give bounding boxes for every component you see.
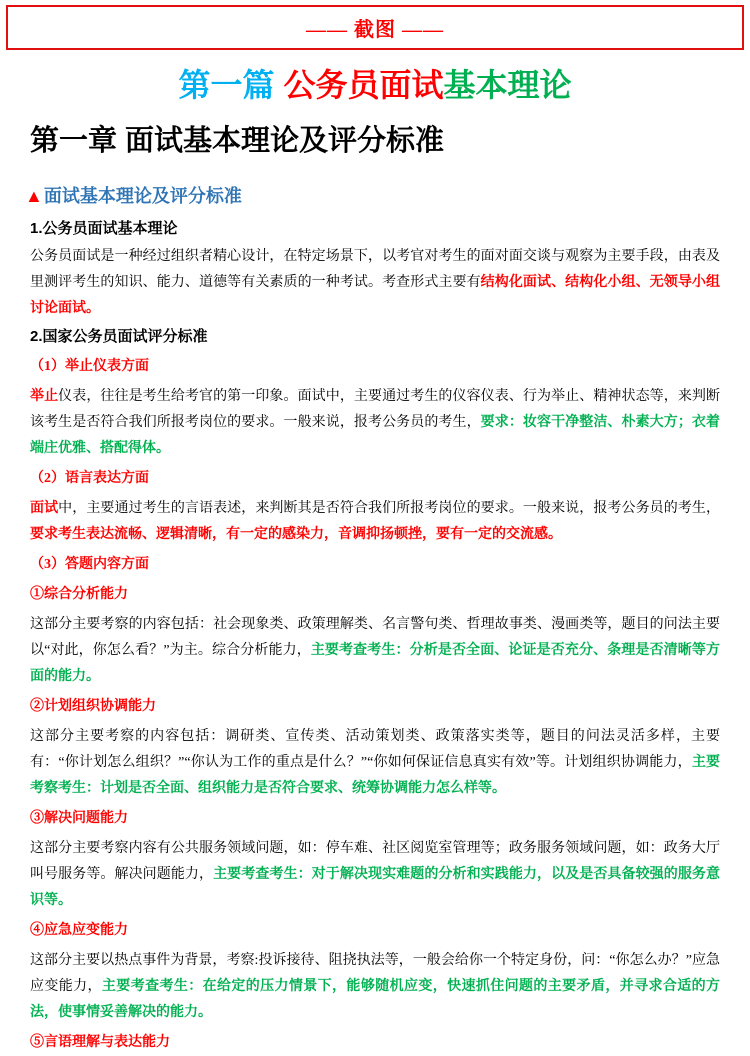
- chapter-title: 第一章 面试基本理论及评分标准: [30, 124, 445, 157]
- red-heading: [30, 694, 720, 720]
- document-content: [30, 216, 720, 1056]
- text-run-red: ③解决问题能力: [30, 810, 128, 826]
- text-run-red: ②计划组织协调能力: [30, 698, 156, 714]
- body-paragraph: [30, 384, 720, 462]
- red-heading: [30, 918, 720, 944]
- text-run-normal: 公务员面试是一种经过组织者精心设计，在特定场景下，以考官对考生的面对面交谈与观察为主要手段，由表及里测评考生的知识、能力、道德等有关素质的一种考试。考查形式主要有: [30, 248, 720, 290]
- text-run-normal: 这部分主要以热点事件为背景，考察:投诉接待、阻挠执法等，一般会给你一个特定身份，问：“你怎么办？”应急应变能力，: [30, 952, 720, 994]
- text-run-green: 主要考察考生：计划是否全面、组织能力是否符合要求、统筹协调能力怎么样等。: [30, 754, 721, 796]
- text-run-red: ⑤言语理解与表达能力: [30, 1034, 170, 1050]
- body-paragraph: [30, 724, 720, 802]
- banner-text: —— 截图 ——: [306, 19, 444, 41]
- numbered-subheading: [30, 216, 720, 242]
- screenshot-banner: [6, 5, 744, 50]
- part-title-topic: 基本理论: [443, 67, 572, 103]
- text-run-red: ④应急应变能力: [30, 922, 128, 938]
- red-heading: [30, 1030, 720, 1056]
- text-run-red: 举止: [30, 388, 59, 404]
- red-heading: [30, 806, 720, 832]
- document-page: [0, 5, 750, 1050]
- text-run-green: 主要考查考生：在给定的压力情景下，能够随机应变，快速抓住问题的主要矛盾，并寻求合适的方法，使事情妥善解决的能力。: [30, 978, 721, 1020]
- body-paragraph: [30, 244, 720, 322]
- red-heading: [30, 466, 720, 492]
- body-paragraph: [30, 612, 720, 690]
- text-run-normal: 仪表，往往是考生给考官的第一印象。面试中，主要通过考生的仪容仪表、行为举止、精神状态等，来判断该考生是否符合我们所报考岗位的要求。一般来说，报考公务员的考生，: [30, 388, 721, 430]
- body-paragraph: [30, 496, 720, 548]
- text-run-red: （2）语言表达方面: [30, 470, 149, 486]
- text-run-normal: 这部分主要考察的内容包括：调研类、宣传类、活动策划类、政策落实类等，题目的问法灵活多样，主要有：“你计划怎么组织？”“你认为工作的重点是什么？”“你如何保证信息真实有效”等。计划组织协调能力，: [30, 728, 720, 770]
- text-run-bold: 1.公务员面试基本理论: [30, 219, 178, 237]
- text-run-normal: 中，主要通过考生的言语表述，来判断其是否符合我们所报考岗位的要求。一般来说，报考公务员的考生，: [58, 500, 721, 516]
- body-paragraph: [30, 836, 720, 914]
- text-run-red: （1）举止仪表方面: [30, 358, 149, 374]
- text-run-red: （3）答题内容方面: [30, 556, 149, 572]
- red-heading: [30, 354, 720, 380]
- text-run-bold: 2.国家公务员面试评分标准: [30, 327, 208, 345]
- text-run-green: 主要考查考生：分析是否全面、论证是否充分、条理是否清晰等方面的能力。: [30, 642, 720, 684]
- part-title: [0, 67, 750, 104]
- text-run-green: 要求：妆容干净整洁、朴素大方；衣着端庄优雅、搭配得体。: [30, 414, 721, 456]
- text-run-normal: 这部分主要考察内容有公共服务领域问题，如：停车难、社区阅览室管理等；政务服务领域问题，如：政务大厅叫号服务等。解决问题能力，: [30, 840, 720, 882]
- body-paragraph: [30, 948, 720, 1026]
- part-title-subject: 公务员面试: [283, 67, 444, 103]
- text-run-red: 结构化面试、结构化小组、无领导小组讨论面试。: [30, 274, 721, 316]
- triangle-marker-icon: ▲: [25, 186, 43, 207]
- section-heading: [25, 186, 720, 208]
- text-run-red: 要求考生表达流畅、逻辑清晰，有一定的感染力，音调抑扬顿挫，要有一定的交流感。: [30, 526, 562, 542]
- numbered-subheading: [30, 324, 720, 350]
- section-heading-text: 面试基本理论及评分标准: [43, 186, 242, 207]
- red-heading: [30, 552, 720, 578]
- text-run-normal: 这部分主要考察的内容包括：社会现象类、政策理解类、名言警句类、哲理故事类、漫画类等，题目的问法主要以“对此，你怎么看？”为主。综合分析能力，: [30, 616, 720, 658]
- red-heading: [30, 582, 720, 608]
- part-title-number: 第一篇: [178, 67, 284, 103]
- text-run-green: 主要考查考生：对于解决现实难题的分析和实践能力，以及是否具备较强的服务意识等。: [30, 866, 721, 908]
- text-run-red: ①综合分析能力: [30, 586, 128, 602]
- text-run-red: 面试: [30, 500, 59, 516]
